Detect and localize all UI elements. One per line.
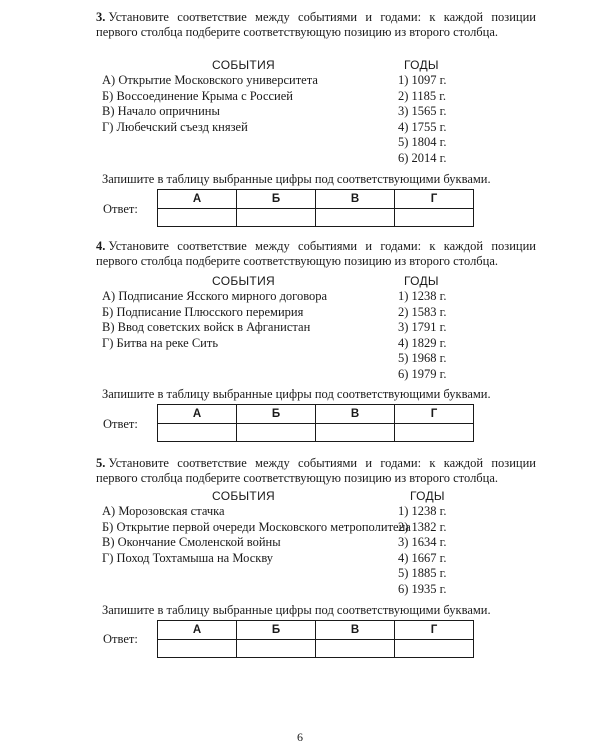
list-item: А) Морозовская стачка [102,504,225,518]
list-item: 6) 1935 г. [398,581,447,596]
column-header: Б [237,621,316,640]
answer-cell[interactable] [158,424,237,442]
answer-cell[interactable] [237,424,316,442]
answer-cell[interactable] [158,209,237,227]
answer-cell[interactable] [316,424,395,442]
instruction: Запишите в таблицу выбранные цифры под соответствующими буквами. [102,387,491,401]
list-item: 5) 1885 г. [398,566,447,580]
column-header: В [316,190,395,209]
column-header: Б [237,405,316,424]
list-item: 3) 1634 г. [398,535,447,549]
events-list [102,73,318,135]
task-number: 4. [96,239,106,253]
instruction: Запишите в таблицу выбранные цифры под соответствующими буквами. [102,172,491,186]
answer-table [157,620,474,658]
list-item: 1) 1097 г. [398,73,447,87]
task-text: Установите соответствие между событиями и годами: к каждой позиции первого столбца подберите соответствующую позицию из второго столбца. [96,10,536,39]
column-header: А [158,621,237,640]
answer-cell[interactable] [316,640,395,658]
task-text: Установите соответствие между событиями и годами: к каждой позиции первого столбца подберите соответствующую позицию из второго столбца. [96,239,536,268]
events-list [102,289,327,351]
task-4-prompt [96,239,536,269]
list-item: 1) 1238 г. [398,504,447,518]
list-item: Б) Воссоединение Крыма с Россией [102,88,293,103]
answer-cell[interactable] [395,640,474,658]
list-item: В) Ввод советских войск в Афганистан [102,320,311,334]
task-text: Установите соответствие между событиями и годами: к каждой позиции первого столбца подберите соответствующую позицию из второго столбца. [96,456,536,485]
list-item: 4) 1755 г. [398,119,447,134]
column-header: А [158,405,237,424]
years-list [398,504,447,597]
years-list [398,73,447,166]
task-number: 3. [96,10,106,24]
column-header: Г [395,190,474,209]
years-list [398,289,447,382]
events-header: СОБЫТИЯ [212,489,275,503]
list-item: 1) 1238 г. [398,289,447,303]
answer-cell[interactable] [316,209,395,227]
task-5-prompt [96,456,536,486]
list-item: 4) 1667 г. [398,550,447,565]
list-item: 2) 1382 г. [398,519,447,534]
list-item: В) Начало опричнины [102,104,220,118]
column-header: Г [395,405,474,424]
list-item: В) Окончание Смоленской войны [102,535,281,549]
column-header: А [158,190,237,209]
list-item: А) Открытие Московского университета [102,73,318,87]
list-item: 5) 1968 г. [398,351,447,365]
column-header: Б [237,190,316,209]
events-list [102,504,411,566]
list-item: 2) 1185 г. [398,88,447,103]
column-header: Г [395,621,474,640]
answer-table [157,189,474,227]
column-header: В [316,621,395,640]
answer-label: Ответ: [103,202,138,216]
events-header: СОБЫТИЯ [212,274,275,288]
list-item: 5) 1804 г. [398,135,447,149]
answer-cell[interactable] [158,640,237,658]
list-item: 3) 1791 г. [398,320,447,334]
answer-label: Ответ: [103,417,138,431]
column-header: В [316,405,395,424]
list-item: Б) Подписание Плюсского перемирия [102,304,304,319]
years-header: ГОДЫ [404,58,439,72]
events-header: СОБЫТИЯ [212,58,275,72]
task-number: 5. [96,456,106,470]
answer-cell[interactable] [237,640,316,658]
answer-table [157,404,474,442]
list-item: Г) Битва на реке Сить [102,335,219,350]
years-header: ГОДЫ [404,274,439,288]
years-header: ГОДЫ [410,489,445,503]
answer-cell[interactable] [237,209,316,227]
instruction: Запишите в таблицу выбранные цифры под соответствующими буквами. [102,603,491,617]
list-item: Г) Поход Тохтамыша на Москву [102,550,274,565]
list-item: 3) 1565 г. [398,104,447,118]
list-item: 2) 1583 г. [398,304,447,319]
answer-cell[interactable] [395,209,474,227]
page-number: 6 [297,730,303,744]
answer-label: Ответ: [103,632,138,646]
list-item: А) Подписание Ясского мирного договора [102,289,328,303]
answer-cell[interactable] [395,424,474,442]
list-item: 4) 1829 г. [398,335,447,350]
task-3-prompt [96,10,536,40]
list-item: 6) 2014 г. [398,150,447,165]
list-item: 6) 1979 г. [398,366,447,381]
list-item: Б) Открытие первой очереди Московского метрополитена [102,519,411,534]
list-item: Г) Любечский съезд князей [102,119,248,134]
